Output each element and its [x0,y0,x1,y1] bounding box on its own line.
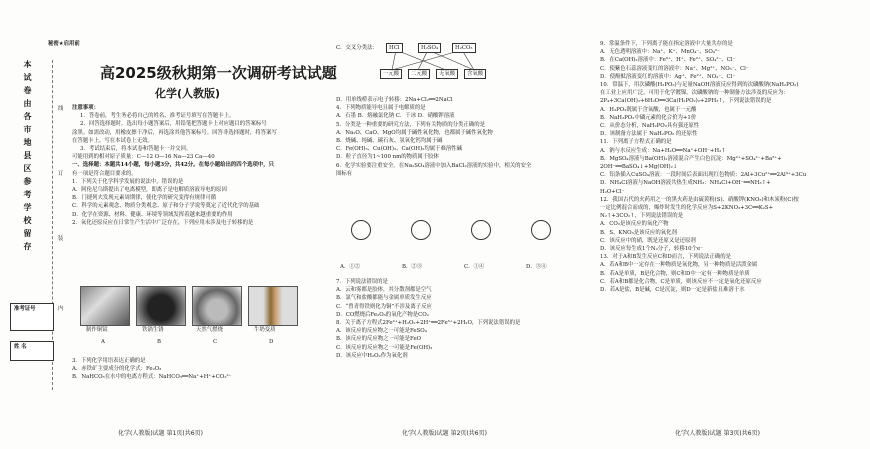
question-line: A．石墨 B．熔融氯化钠 C．干冰 D．硝酸钾溶液 [336,113,455,120]
question-line: A．阿伦尼乌斯提出了电离模型，即离子是电解质溶液导电的原因 [72,187,227,194]
atomic-masses: 可能用到的相对原子质量：C—12 O—16 Na—23 Ca—40 [72,154,215,161]
page-footer-1: 化学(人教版)试题 第1页(共6页) [118,430,203,437]
diagram-node: 无氧酸 [436,69,458,79]
handwash-icon [471,220,491,240]
q2-option-d: D [269,339,274,345]
question-line: A．H₃PO₂既属于含氧酸，也属于一元酸 [600,106,697,113]
question-line: 1．下列关于化学科学发展的说法中，错误的是 [72,178,184,185]
safety-icons [345,218,585,250]
exhaust-fan-icon [531,220,551,240]
question-line: C．该反应的反应物之一可能是Fe(OH)₃ [336,344,433,351]
q2-option-b: B [157,339,161,345]
question-line: A．云和雾都是胶体，其分散剂都是空气 [336,287,432,294]
column-2-body-b [336,278,591,360]
q6-option-c: C．①④ [464,264,485,270]
question-line: 2．氧化还原反应在日常生产生活中广泛存在，下列应用未涉及电子转移的是 [72,219,254,226]
question-line: D．若A是盐，B是碱，C是沉淀，则D一定是新盐且难溶于水 [600,287,745,294]
kettle-gas-image [192,286,242,326]
question-line: D．该反应中H₂O₂作为氧化剂 [336,352,408,359]
exam-number-label: 准考证号 [14,306,36,312]
question-line: 7．下列说法错误的是 [336,279,388,285]
electric-icon [411,220,431,240]
q2-pictures [80,286,300,350]
question-line: D．用单线桥表示电子转移：2Na+Cl₂══2NaCl [336,97,453,103]
question-line: B．门捷列夫发现元素周期律，使化学的研究变得有规律可循 [72,195,217,202]
question-line: B．S、KNO₃是该反应的氧化剂 [600,229,677,236]
mark-order: 订 [58,171,64,177]
diagram-node: H₂SO₄ [418,43,441,53]
question-line: D．该制备方法属于 NaH₂PO₂ 的还原性 [600,131,698,138]
question-line: C．从价态分析，NaH₂PO₂具有强还原性 [600,123,700,130]
question-line: C．交叉分类法： [336,45,378,51]
q2-label-b: 铁锅生锈 [142,327,164,333]
section-1-heading: 一、选择题：本题共14小题，每小题3分，共42分。在每小题给出的四个选项中，只 [72,162,275,169]
question-line: B．氯气和盐酸都能与金属单质发生反应 [336,295,432,302]
mark-line: 线 [58,106,64,112]
q2-label-d: 牛奶变质 [254,327,276,333]
milk-bottle-image [248,286,298,326]
diagram-node: H₂CO₃ [452,43,476,53]
diagram-node: 含氧酸 [464,69,486,79]
question-line: 11．下列离子方程式正确的是 [600,139,672,146]
question-line: 12．我国古代的火药用之一的黑火药是由硫黄粉(S)、硝酸钾(KNO₃)和木炭粉(C)按 [600,196,799,203]
diagram-node: HCl [386,43,403,53]
question-line: C．“曾青得铁则化为铜”不涉及离子反应 [336,303,432,310]
question-line: D．使酚酞溶液变红的溶液中：Ag⁺、Fe²⁺、NO₃⁻、Cl⁻ [600,73,736,80]
question-line: 2OH⁻══BaSO₄↓+Mg(OH)₂↓ [600,164,678,171]
question-line: C．Fe(OH)₃、Cu(OH)₂、Ca(OH)₂均属于难溶性碱 [336,146,463,153]
question-line: C．铝条插入CuSO₄溶液：一段时间后表面出现红色物质：2Al+3Cu²⁺══2Al³⁺+3Cu [600,172,807,179]
question-line: 8．关于离子方程式2Fe²⁺+H₂O₂+2H⁺══2Fe³⁺+2H₂O，下列说法错误的是 [336,320,521,327]
question-line: 5．分类是一种重要的研究方法，下列有关物质的分类正确的是 [336,121,485,128]
section-1-heading-cont: 有一项是符合题目要求的。 [72,170,137,177]
question-line: A．无色透明溶液中：Na⁺、K⁺、MnO₄⁻、SO₄²⁻ [600,49,720,56]
question-line: D．CO燃烧后Fe₂O₃的氧化产物是CO₂ [336,311,429,318]
question-line: B．该反应的反应物之一可能是FeO [336,336,422,343]
column-2-body [336,96,591,178]
q2-label-a: 制作铜镜 [86,327,108,333]
question-line: N₂↑+3CO₂↑，下列说法错误的是 [600,213,684,220]
q3 [72,357,302,382]
question-line: A．该反应的反应物之一可能是FeSO₄ [336,328,427,335]
question-line: D．化学在资源、材料、健康、环境等领域发挥着越来越重要的作用 [72,211,233,218]
goggles-icon [351,220,371,240]
question-line: 一定比例混合而成的，爆炸时发生的化学反应为S+2KNO₃+3C══K₂S+ [600,205,774,212]
diagram-node: 一元酸 [380,69,402,79]
notes-item: 2．回答选择题时，选出每小题答案后，用铅笔把答题卡上对应题目的答案标号 [80,121,267,128]
question-line: 10．常温下，用次磷酸(H₃PO₂)与足量NaOH溶液反应得到的次磷酸钠(NaH₂PO₂) [600,82,799,89]
q6-option-d: D．③④ [526,264,547,270]
question-line: A．赤铁矿主要成分的化学式：Fe₂O₃ [72,366,162,373]
question-line: 图标有 [336,170,353,177]
question-line: B．烧碱、纯碱、碳石灰、氢氧化钙均属于碱 [336,138,443,145]
question-line: D．NH₄Cl溶液与NaOH溶液共热生成NH₃：NH₄Cl+OH⁻══NH₃↑+ [600,180,771,187]
question-line: B．MgSO₄溶液与Ba(OH)₂溶液混合产生白色沉淀：Mg²⁺+SO₄²⁻+Ba²⁺+ [600,155,782,162]
question-line: A．若A和B中一定存在一种物质是氧化物，另一种物质是活泼金属 [600,262,758,269]
q2-label-c: 天然气燃烧 [196,327,223,333]
secret-mark: 秘密★启用前 [48,41,80,47]
q2-option-c: C [213,339,218,345]
notes-item: 在答题卡上。写在本试卷上无效。 [72,137,153,144]
exam-number-box[interactable] [10,303,54,331]
cross-classification-diagram [380,40,500,80]
page-footer-3: 化学(人教版)试题 第3页(共6页) [675,430,760,437]
rusty-pan-image [136,286,186,326]
question-line: C．使紫色石蕊溶液变红的溶液中：Na⁺、Mg²⁺、NO₃⁻、Cl⁻ [600,65,749,72]
question-line: 在工业上应用广泛，可用于化学镀镍。次磷酸钠的一种制备方法涉及的反应为： [600,90,789,97]
notes-item: 1．答卷前，考生务必将自己的姓名、准考证号填写在答题卡上。 [80,113,235,120]
mark-bind: 装 [58,236,64,242]
question-line: B．NaH₂PO₂中磷元素的化合价为+1价 [600,114,697,121]
column-3 [600,40,862,294]
name-box[interactable] [10,341,54,361]
page-footer-2: 化学(人教版)试题 第2页(共6页) [402,430,487,437]
question-line: 2P₄+3Ca(OH)₂+6H₂O══3Ca(H₂PO₂)₂+2PH₃↑，下列说法错误的是 [600,98,772,105]
q6-option-b: B．②③ [402,264,423,270]
exam-subtitle: 化学(人教版) [155,87,221,100]
q2-option-a: A [101,339,105,345]
bronze-mirror-image [80,286,130,326]
question-line: B．在Ca(OH)₂溶液中：Fe³⁺、H⁺、Fe²⁺、SO₄²⁻、Cl⁻ [600,57,736,64]
question-line: 9．常温条件下，下列离子能在指定溶液中大量共存的是 [600,41,733,47]
question-line: B．NaHCO₃在水中的电离方程式：NaHCO₃══Na⁺+H⁺+CO₃²⁻ [72,374,232,381]
q6-options [340,263,590,272]
name-label: 姓 名 [14,344,27,350]
question-line: H₂O+Cl⁻ [600,188,625,195]
question-line: 13．对于A和B发生反应C和D而言，下列说法正确的是 [600,254,731,261]
question-line: C．该反应中的硝，既是还原又是还原剂 [600,237,696,244]
question-line: 6．化学实验要注重安全。在Na₂SO₄溶液中加入BaCl₂溶液的实验中，相关的安全 [336,162,532,169]
question-line: D．粒子直径为1~100 nm的物质属于胶体 [336,154,439,161]
mark-inner: 内 [58,306,64,312]
question-line: C．若A和B都是化合物，C是单质，则该反应不一定是氧化还原反应 [600,278,762,285]
question-line: D．该反应每生成1个N₂分子，转移10个e⁻ [600,246,703,253]
question-line: A．钠与水反应生成：Na+H₂O══Na⁺+OH⁻+H₂↑ [600,147,726,154]
question-line: A．Na₂O、CaO、MgO均属于碱性氧化物，也都属于碱性氧化物 [336,129,493,136]
question-line: 3．下列化学用语表达正确的是 [72,358,146,364]
question-line: B．若A是单质，B是化合物，则C和D中一定有一种物质是单质 [600,270,750,277]
diagram-node: 二元酸 [408,69,430,79]
question-line: C．科学的元素观念、物质分类观念、原子和分子学说等奠定了近代化学的基础 [72,203,260,210]
exam-title: 高2025级秋期第一次调研考试试题 [100,64,337,82]
notes [72,104,302,227]
notes-title: 注意事项： [72,105,99,111]
question-line: 4．下列物质能导电且属于电解质的是 [336,105,426,112]
binding-vertical-text: 本试卷由各市地县区参考学校留存 [23,60,32,255]
notes-item: 涂黑。如需改动，用橡皮擦干净后，再选涂其他答案标号。回答非选择题时，将答案写 [72,129,277,136]
question-line: A．CO₂是该反应的氧化产物 [600,221,669,228]
notes-item: 3．考试结束后，将本试卷和答题卡一并交回。 [80,146,192,153]
q6-option-a: A．①② [340,264,361,270]
